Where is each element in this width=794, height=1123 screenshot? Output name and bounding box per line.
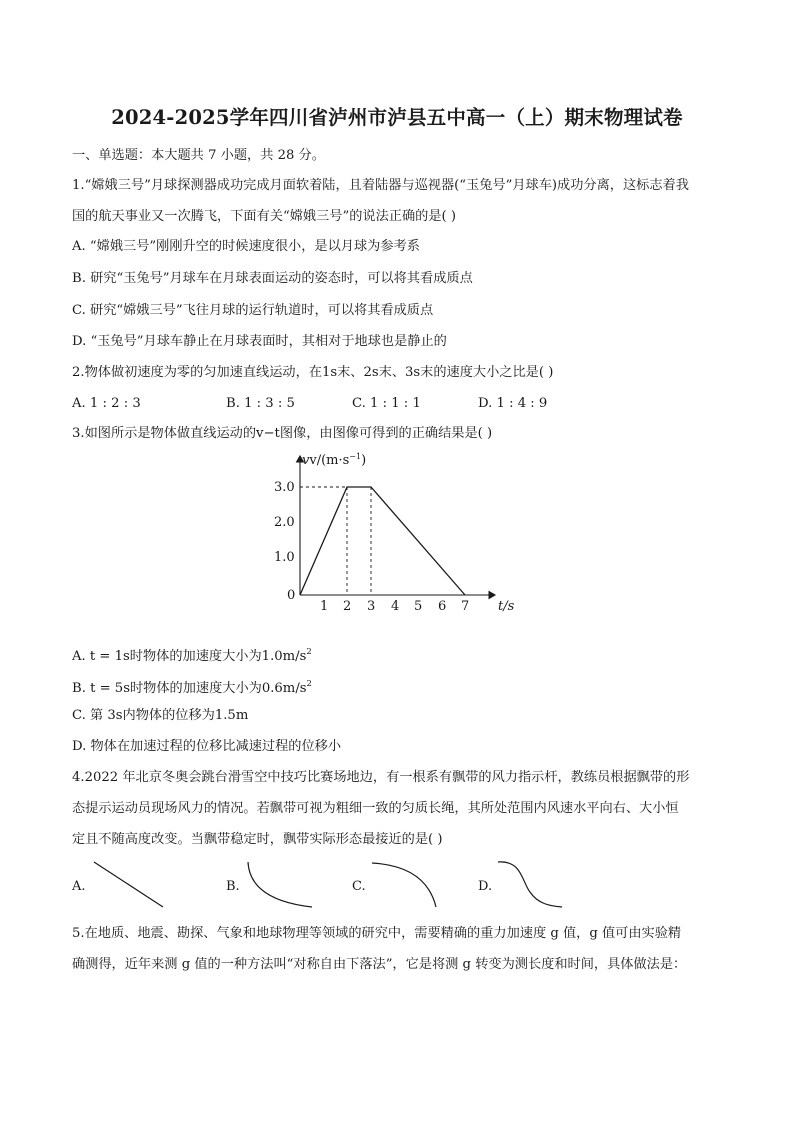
q2-option-a: A. 1 : 2 : 3 bbox=[72, 396, 141, 411]
q3-option-c: C. 第 3s内物体的位移为1.5m bbox=[72, 708, 249, 723]
q3-option-d: D. 物体在加速过程的位移比减速过程的位移小 bbox=[72, 739, 342, 754]
q3-stem: 3.如图所示是物体做直线运动的v−t图像，由图像可得到的正确结果是( ) bbox=[72, 426, 493, 441]
x-tick-label: 3 bbox=[367, 599, 376, 614]
q2-option-b: B. 1 : 3 : 5 bbox=[226, 396, 295, 411]
origin-label: 0 bbox=[287, 588, 296, 603]
q4-option-c-figure bbox=[366, 860, 446, 910]
q3-option-a: A. t = 1s时物体的加速度大小为$1.0m/s^2$ bbox=[72, 647, 312, 664]
section-heading: 一、单选题：本大题共 7 小题，共 28 分。 bbox=[72, 148, 325, 163]
q1-option-a: A. “嫦娥三号”刚刚升空的时候速度很小，是以月球为参考系 bbox=[72, 239, 420, 254]
q4-option-c-label: C. bbox=[352, 879, 366, 894]
page-title: 2024-2025学年四川省泸州市泸县五中高一（上）期末物理试卷 bbox=[111, 106, 683, 129]
y-tick-label: 3.0 bbox=[274, 480, 295, 495]
q4-stem-line-3: 定且不随高度改变。当飘带稳定时，飘带实际形态最接近的是( ) bbox=[72, 832, 443, 847]
q4-option-b-figure bbox=[240, 860, 320, 910]
q4-stem-line-1: 4.2022 年北京冬奥会跳台滑雪空中技巧比赛场地边，有一根系有飘带的风力指示杆，教练员根据飘带的形 bbox=[72, 770, 690, 785]
vt-graph bbox=[270, 448, 520, 618]
q1-stem-line-2: 国的航天事业又一次腾飞，下面有关“嫦娥三号”的说法正确的是( ) bbox=[72, 209, 457, 224]
x-axis-label: t/s bbox=[498, 599, 515, 614]
velocity-line bbox=[300, 487, 465, 595]
x-tick-label: 1 bbox=[320, 599, 329, 614]
y-tick-label: 2.0 bbox=[274, 515, 295, 530]
q3-option-b: B. t = 5s时物体的加速度大小为$0.6m/s^2$ bbox=[72, 679, 312, 696]
q1-option-c: C. 研究“嫦娥三号”飞往月球的运行轨道时，可以将其看成质点 bbox=[72, 303, 434, 318]
q4-stem-line-2: 态提示运动员现场风力的情况。若飘带可视为粗细一致的匀质长绳，其所处范围内风速水平向右、大小恒 bbox=[72, 801, 679, 816]
q4-option-a-label: A. bbox=[72, 879, 86, 894]
y-tick-label: 1.0 bbox=[274, 550, 295, 565]
q4-option-a-figure bbox=[88, 860, 168, 910]
x-tick-label: 6 bbox=[438, 599, 447, 614]
q4-option-d-label: D. bbox=[478, 879, 493, 894]
q5-stem-line-1: 5.在地质、地震、勘探、气象和地球物理等领域的研究中，需要精确的重力加速度 g 值，g 值可由实验精 bbox=[72, 926, 682, 941]
q2-stem: 2.物体做初速度为零的匀加速直线运动，在1s末、2s末、3s末的速度大小之比是( ) bbox=[72, 365, 554, 380]
q2-option-c: C. 1 : 1 : 1 bbox=[352, 396, 421, 411]
q1-option-d: D. “玉兔号”月球车静止在月球表面时，其相对于地球也是静止的 bbox=[72, 334, 447, 349]
x-tick-label: 7 bbox=[461, 599, 470, 614]
q5-stem-line-2: 确测得，近年来测 g 值的一种方法叫“对称自由下落法”，它是将测 g 转变为测长度和时间，具体做法是： bbox=[72, 957, 687, 972]
x-tick-label: 2 bbox=[343, 599, 352, 614]
y-axis-label: $vv/(m\cdot s^{-1})$ bbox=[302, 452, 367, 468]
q1-option-b: B. 研究“玉兔号”月球车在月球表面运动的姿态时，可以将其看成质点 bbox=[72, 271, 473, 286]
q4-option-d-figure bbox=[492, 860, 572, 910]
q4-option-b-label: B. bbox=[226, 879, 240, 894]
q1-stem-line-1: 1.“嫦娥三号”月球探测器成功完成月面软着陆，且着陆器与巡视器(“玉兔号”月球车)成功分离，这标志着我 bbox=[72, 178, 689, 193]
x-tick-label: 5 bbox=[414, 599, 423, 614]
q2-option-d: D. 1 : 4 : 9 bbox=[478, 396, 548, 411]
x-tick-label: 4 bbox=[391, 599, 400, 614]
